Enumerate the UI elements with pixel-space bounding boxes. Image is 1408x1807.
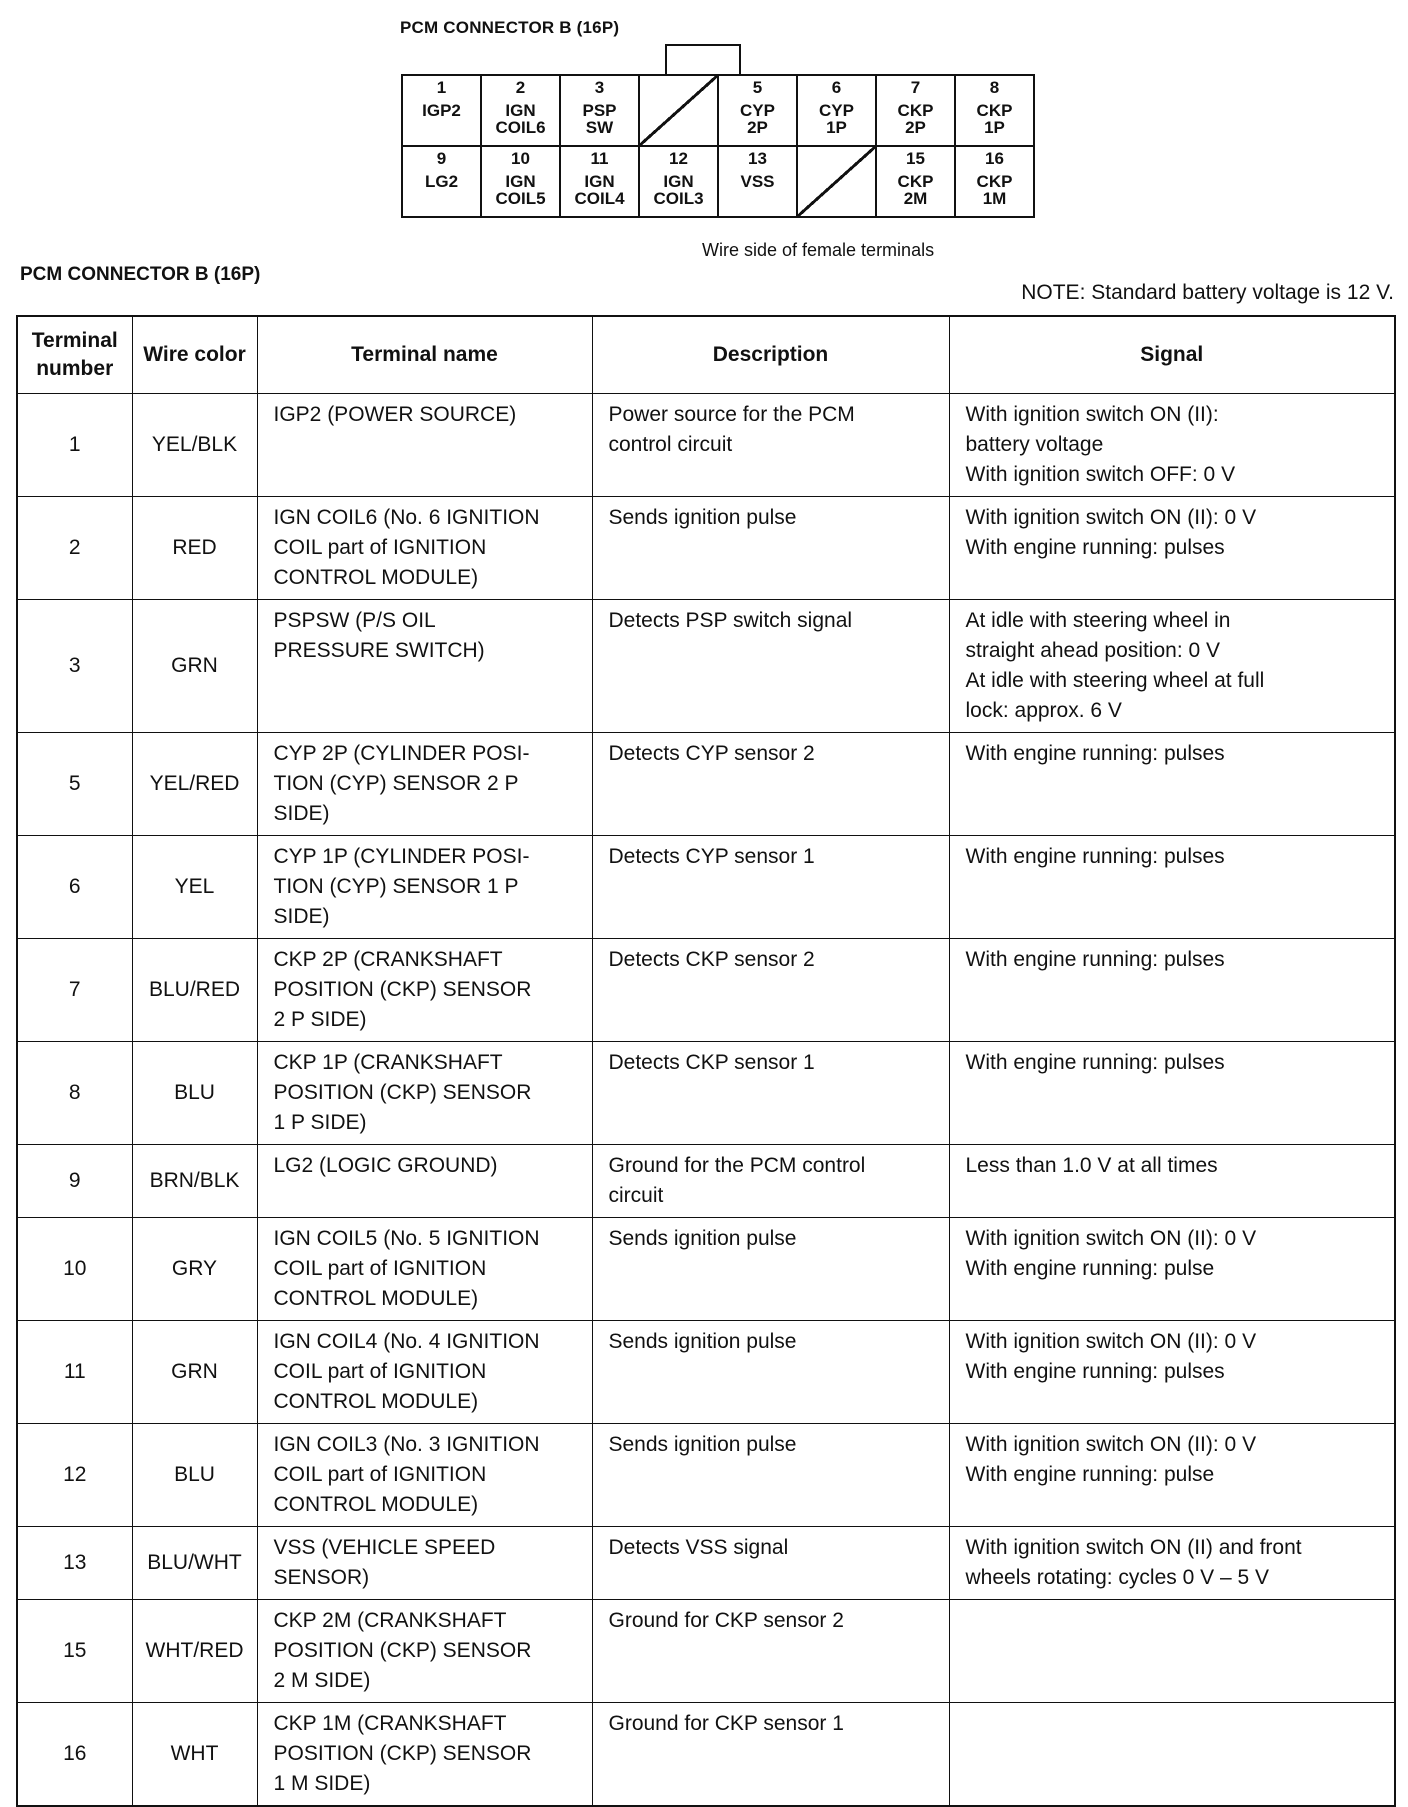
cell-line: straight ahead position: 0 V bbox=[965, 639, 1221, 662]
table-row bbox=[17, 1321, 1395, 1424]
connector-row bbox=[402, 146, 1034, 217]
connector-terminal bbox=[876, 75, 955, 146]
terminal-label: CKP bbox=[897, 172, 934, 191]
terminal-name-cell bbox=[257, 497, 592, 600]
cell-line: Ground for CKP sensor 2 bbox=[608, 1609, 844, 1632]
cell-line: CYP 2P (CYLINDER POSI- bbox=[273, 742, 530, 765]
connector-terminal bbox=[481, 75, 560, 146]
wire-color-cell: GRN bbox=[132, 600, 257, 733]
terminal-label: IGN bbox=[584, 172, 615, 191]
connector-cavity-empty bbox=[797, 146, 876, 217]
voltage-note: NOTE: Standard battery voltage is 12 V. bbox=[1021, 281, 1394, 304]
terminal-number-label: 15 bbox=[906, 149, 925, 168]
cell-line: Sends ignition pulse bbox=[608, 1433, 797, 1456]
wire-color-cell: GRN bbox=[132, 1321, 257, 1424]
terminal-label: 1P bbox=[984, 118, 1005, 137]
cell-line: LG2 (LOGIC GROUND) bbox=[273, 1154, 498, 1177]
terminal-label: VSS bbox=[740, 172, 775, 191]
cell-line: Sends ignition pulse bbox=[608, 1227, 797, 1250]
table-row bbox=[17, 1703, 1395, 1807]
signal-cell bbox=[949, 939, 1395, 1042]
terminal-number-cell: 13 bbox=[17, 1527, 132, 1600]
terminal-number-label: 3 bbox=[594, 78, 605, 97]
description-cell bbox=[592, 1145, 949, 1218]
cell-line: Ground for the PCM control bbox=[608, 1154, 866, 1177]
cell-line: TION (CYP) SENSOR 1 P bbox=[273, 875, 519, 898]
terminal-number-cell: 7 bbox=[17, 939, 132, 1042]
table-row bbox=[17, 394, 1395, 497]
cell-line: With ignition switch ON (II): 0 V bbox=[965, 1330, 1257, 1353]
terminal-number-label: 13 bbox=[748, 149, 767, 168]
wire-color-cell: YEL/BLK bbox=[132, 394, 257, 497]
terminal-number-label: 6 bbox=[831, 78, 842, 97]
terminal-name-cell bbox=[257, 1703, 592, 1807]
terminal-number-label: 5 bbox=[752, 78, 763, 97]
table-row bbox=[17, 836, 1395, 939]
wire-color-cell: BLU/WHT bbox=[132, 1527, 257, 1600]
table-row bbox=[17, 1218, 1395, 1321]
cell-line: battery voltage bbox=[965, 433, 1104, 456]
terminal-name-cell bbox=[257, 1321, 592, 1424]
terminal-number-cell: 9 bbox=[17, 1145, 132, 1218]
cell-line: Detects PSP switch signal bbox=[608, 609, 853, 632]
connector-caption: Wire side of female terminals bbox=[702, 240, 935, 260]
description-cell bbox=[592, 939, 949, 1042]
terminal-label: CKP bbox=[976, 101, 1013, 120]
terminal-label: 1P bbox=[826, 118, 847, 137]
terminal-name-cell bbox=[257, 836, 592, 939]
signal-cell bbox=[949, 1321, 1395, 1424]
terminal-label: 1M bbox=[982, 189, 1007, 208]
cell-line: COIL part of IGNITION bbox=[273, 536, 487, 559]
cell-line: CONTROL MODULE) bbox=[273, 1390, 479, 1413]
description-cell bbox=[592, 1042, 949, 1145]
cell-line: COIL part of IGNITION bbox=[273, 1257, 487, 1280]
cell-line: VSS (VEHICLE SPEED bbox=[273, 1536, 496, 1559]
terminal-name-cell bbox=[257, 1145, 592, 1218]
connector-terminal bbox=[876, 146, 955, 217]
table-row bbox=[17, 1145, 1395, 1218]
cell-line: COIL part of IGNITION bbox=[273, 1463, 487, 1486]
connector-terminal bbox=[797, 75, 876, 146]
terminal-name-cell bbox=[257, 1527, 592, 1600]
terminal-number-label: 1 bbox=[436, 78, 447, 97]
table-row bbox=[17, 1600, 1395, 1703]
cell-line: POSITION (CKP) SENSOR bbox=[273, 1742, 532, 1765]
cell-line: 2 M SIDE) bbox=[273, 1669, 371, 1692]
cell-line: Detects VSS signal bbox=[608, 1536, 789, 1559]
table-row bbox=[17, 733, 1395, 836]
table-row bbox=[17, 1424, 1395, 1527]
cell-line: With engine running: pulse bbox=[965, 1463, 1215, 1486]
cell-line: IGN COIL5 (No. 5 IGNITION bbox=[273, 1227, 540, 1250]
wire-color-cell: GRY bbox=[132, 1218, 257, 1321]
connector-latch bbox=[665, 44, 741, 74]
description-cell bbox=[592, 1527, 949, 1600]
cell-line: PRESSURE SWITCH) bbox=[273, 639, 485, 662]
connector-terminal bbox=[402, 75, 481, 146]
cell-line: IGN COIL6 (No. 6 IGNITION bbox=[273, 506, 540, 529]
terminal-name-cell bbox=[257, 733, 592, 836]
connector-terminal bbox=[560, 75, 639, 146]
connector-terminal bbox=[955, 146, 1034, 217]
terminal-number-cell: 6 bbox=[17, 836, 132, 939]
terminal-number-label: 2 bbox=[515, 78, 526, 97]
cell-line: 1 P SIDE) bbox=[273, 1111, 367, 1134]
terminal-label: 2P bbox=[905, 118, 926, 137]
description-cell bbox=[592, 1424, 949, 1527]
terminal-name-cell bbox=[257, 1042, 592, 1145]
cell-line: Detects CYP sensor 1 bbox=[608, 845, 815, 868]
connector-diagram bbox=[401, 74, 1035, 218]
cell-line: IGP2 (POWER SOURCE) bbox=[273, 403, 517, 426]
cell-line: SIDE) bbox=[273, 905, 330, 928]
terminal-label: COIL3 bbox=[653, 189, 704, 208]
cell-line: With ignition switch ON (II): bbox=[965, 403, 1219, 426]
terminal-number-cell: 15 bbox=[17, 1600, 132, 1703]
connector-cavity-empty bbox=[639, 75, 718, 146]
signal-cell bbox=[949, 836, 1395, 939]
terminal-label: COIL6 bbox=[495, 118, 546, 137]
cell-line: Ground for CKP sensor 1 bbox=[608, 1712, 844, 1735]
header-description: Description bbox=[592, 316, 949, 394]
header-signal: Signal bbox=[949, 316, 1395, 394]
cell-line: wheels rotating: cycles 0 V – 5 V bbox=[965, 1566, 1269, 1589]
description-cell bbox=[592, 836, 949, 939]
header-terminal-name: Terminal name bbox=[257, 316, 592, 394]
cell-line: CONTROL MODULE) bbox=[273, 1287, 479, 1310]
wire-color-cell: BLU bbox=[132, 1424, 257, 1527]
wire-color-cell: RED bbox=[132, 497, 257, 600]
terminal-label: SW bbox=[585, 118, 614, 137]
description-cell bbox=[592, 1218, 949, 1321]
cell-line: With ignition switch ON (II) and front bbox=[965, 1536, 1302, 1559]
cell-line: circuit bbox=[608, 1184, 664, 1207]
cell-line: CYP 1P (CYLINDER POSI- bbox=[273, 845, 530, 868]
cell-line: Less than 1.0 V at all times bbox=[965, 1154, 1218, 1177]
terminal-number-cell: 10 bbox=[17, 1218, 132, 1321]
terminal-number-cell: 11 bbox=[17, 1321, 132, 1424]
connector-terminal bbox=[955, 75, 1034, 146]
terminal-number-cell: 16 bbox=[17, 1703, 132, 1807]
connector-terminal bbox=[481, 146, 560, 217]
cell-line: SIDE) bbox=[273, 802, 330, 825]
signal-cell bbox=[949, 497, 1395, 600]
cell-line: With ignition switch OFF: 0 V bbox=[965, 463, 1236, 486]
terminal-label: COIL5 bbox=[495, 189, 546, 208]
cell-line: CONTROL MODULE) bbox=[273, 1493, 479, 1516]
cell-line: lock: approx. 6 V bbox=[965, 699, 1122, 722]
terminal-label: COIL4 bbox=[574, 189, 625, 208]
cell-line: With engine running: pulses bbox=[965, 742, 1225, 765]
terminal-number-label: 8 bbox=[989, 78, 1000, 97]
table-row bbox=[17, 1042, 1395, 1145]
description-cell bbox=[592, 733, 949, 836]
cell-line: CKP 1P (CRANKSHAFT bbox=[273, 1051, 503, 1074]
terminal-label: IGN bbox=[505, 101, 536, 120]
cell-line: Sends ignition pulse bbox=[608, 1330, 797, 1353]
page-title: PCM CONNECTOR B (16P) bbox=[20, 264, 261, 285]
cell-line: With engine running: pulses bbox=[965, 536, 1225, 559]
wire-color-cell: YEL bbox=[132, 836, 257, 939]
signal-cell bbox=[949, 394, 1395, 497]
cell-line: Power source for the PCM bbox=[608, 403, 855, 426]
cell-line: SENSOR) bbox=[273, 1566, 370, 1589]
terminal-label: CYP bbox=[740, 101, 775, 120]
cell-line: With ignition switch ON (II): 0 V bbox=[965, 1227, 1257, 1250]
description-cell bbox=[592, 600, 949, 733]
wire-color-cell: BLU bbox=[132, 1042, 257, 1145]
cell-line: With ignition switch ON (II): 0 V bbox=[965, 1433, 1257, 1456]
table-header-row bbox=[17, 316, 1395, 394]
terminal-label: CKP bbox=[976, 172, 1013, 191]
terminal-number-label: 11 bbox=[590, 149, 609, 168]
cell-line: Detects CKP sensor 2 bbox=[608, 948, 815, 971]
cell-line: With engine running: pulses bbox=[965, 948, 1225, 971]
connector-terminal bbox=[402, 146, 481, 217]
signal-cell bbox=[949, 733, 1395, 836]
terminal-label: 2M bbox=[903, 189, 928, 208]
connector-terminal bbox=[718, 146, 797, 217]
cell-line: 1 M SIDE) bbox=[273, 1772, 371, 1795]
terminal-number-cell: 12 bbox=[17, 1424, 132, 1527]
terminal-number-label: 10 bbox=[511, 149, 530, 168]
cell-line: PSPSW (P/S OIL bbox=[273, 609, 436, 632]
terminal-number-cell: 2 bbox=[17, 497, 132, 600]
terminal-number-cell: 1 bbox=[17, 394, 132, 497]
terminal-number-cell: 8 bbox=[17, 1042, 132, 1145]
terminal-name-cell bbox=[257, 394, 592, 497]
signal-cell bbox=[949, 1527, 1395, 1600]
table-row bbox=[17, 600, 1395, 733]
cell-line: With engine running: pulse bbox=[965, 1257, 1215, 1280]
cell-line: With engine running: pulses bbox=[965, 1360, 1225, 1383]
wire-color-cell: BLU/RED bbox=[132, 939, 257, 1042]
terminal-table bbox=[16, 315, 1396, 1807]
terminal-number-cell: 3 bbox=[17, 600, 132, 733]
terminal-name-cell bbox=[257, 600, 592, 733]
terminal-name-cell bbox=[257, 1600, 592, 1703]
cell-line: CONTROL MODULE) bbox=[273, 566, 479, 589]
terminal-label: IGN bbox=[663, 172, 694, 191]
terminal-number-label: 7 bbox=[910, 78, 921, 97]
wire-color-cell: WHT bbox=[132, 1703, 257, 1807]
wire-color-cell: WHT/RED bbox=[132, 1600, 257, 1703]
terminal-name-cell bbox=[257, 1218, 592, 1321]
cell-line: TION (CYP) SENSOR 2 P bbox=[273, 772, 519, 795]
signal-cell bbox=[949, 1424, 1395, 1527]
table-row bbox=[17, 497, 1395, 600]
signal-cell bbox=[949, 1218, 1395, 1321]
terminal-label: 2P bbox=[747, 118, 768, 137]
terminal-name-cell bbox=[257, 1424, 592, 1527]
description-cell bbox=[592, 394, 949, 497]
cell-line: At idle with steering wheel at full bbox=[965, 669, 1265, 692]
cell-line: 2 P SIDE) bbox=[273, 1008, 367, 1031]
cell-line: POSITION (CKP) SENSOR bbox=[273, 1081, 532, 1104]
description-cell bbox=[592, 1703, 949, 1807]
table-row bbox=[17, 939, 1395, 1042]
cell-line: At idle with steering wheel in bbox=[965, 609, 1231, 632]
cell-line: IGN COIL4 (No. 4 IGNITION bbox=[273, 1330, 540, 1353]
description-cell bbox=[592, 1321, 949, 1424]
terminal-label: LG2 bbox=[424, 172, 459, 191]
cell-line: Detects CKP sensor 1 bbox=[608, 1051, 815, 1074]
terminal-label: PSP bbox=[582, 101, 617, 120]
cell-line: With engine running: pulses bbox=[965, 1051, 1225, 1074]
terminal-label: IGN bbox=[505, 172, 536, 191]
connector-row bbox=[402, 75, 1034, 146]
signal-cell bbox=[949, 600, 1395, 733]
cell-line: With engine running: pulses bbox=[965, 845, 1225, 868]
cell-line: POSITION (CKP) SENSOR bbox=[273, 978, 532, 1001]
terminal-label: CKP bbox=[897, 101, 934, 120]
description-cell bbox=[592, 1600, 949, 1703]
cell-line: POSITION (CKP) SENSOR bbox=[273, 1639, 532, 1662]
terminal-name-cell bbox=[257, 939, 592, 1042]
wire-color-cell: YEL/RED bbox=[132, 733, 257, 836]
signal-cell bbox=[949, 1042, 1395, 1145]
header-terminal-number: Terminal number bbox=[17, 316, 132, 394]
connector-terminal bbox=[639, 146, 718, 217]
cell-line: CKP 1M (CRANKSHAFT bbox=[273, 1712, 507, 1735]
signal-cell bbox=[949, 1703, 1395, 1807]
cell-line: control circuit bbox=[608, 433, 733, 456]
cell-line: With ignition switch ON (II): 0 V bbox=[965, 506, 1257, 529]
cell-line: IGN COIL3 (No. 3 IGNITION bbox=[273, 1433, 540, 1456]
terminal-label: CYP bbox=[819, 101, 854, 120]
cell-line: COIL part of IGNITION bbox=[273, 1360, 487, 1383]
terminal-number-label: 9 bbox=[436, 149, 447, 168]
description-cell bbox=[592, 497, 949, 600]
connector-terminal bbox=[560, 146, 639, 217]
table-row bbox=[17, 1527, 1395, 1600]
cell-line: Sends ignition pulse bbox=[608, 506, 797, 529]
connector-terminal bbox=[718, 75, 797, 146]
terminal-number-label: 16 bbox=[985, 149, 1004, 168]
signal-cell bbox=[949, 1145, 1395, 1218]
header-wire-color: Wire color bbox=[132, 316, 257, 394]
terminal-number-label: 12 bbox=[669, 149, 688, 168]
cell-line: Detects CYP sensor 2 bbox=[608, 742, 815, 765]
signal-cell bbox=[949, 1600, 1395, 1703]
terminal-label: IGP2 bbox=[422, 101, 461, 120]
terminal-number-cell: 5 bbox=[17, 733, 132, 836]
wire-color-cell: BRN/BLK bbox=[132, 1145, 257, 1218]
cell-line: CKP 2M (CRANKSHAFT bbox=[273, 1609, 507, 1632]
cell-line: CKP 2P (CRANKSHAFT bbox=[273, 948, 503, 971]
connector-diagram-title: PCM CONNECTOR B (16P) bbox=[400, 18, 620, 37]
